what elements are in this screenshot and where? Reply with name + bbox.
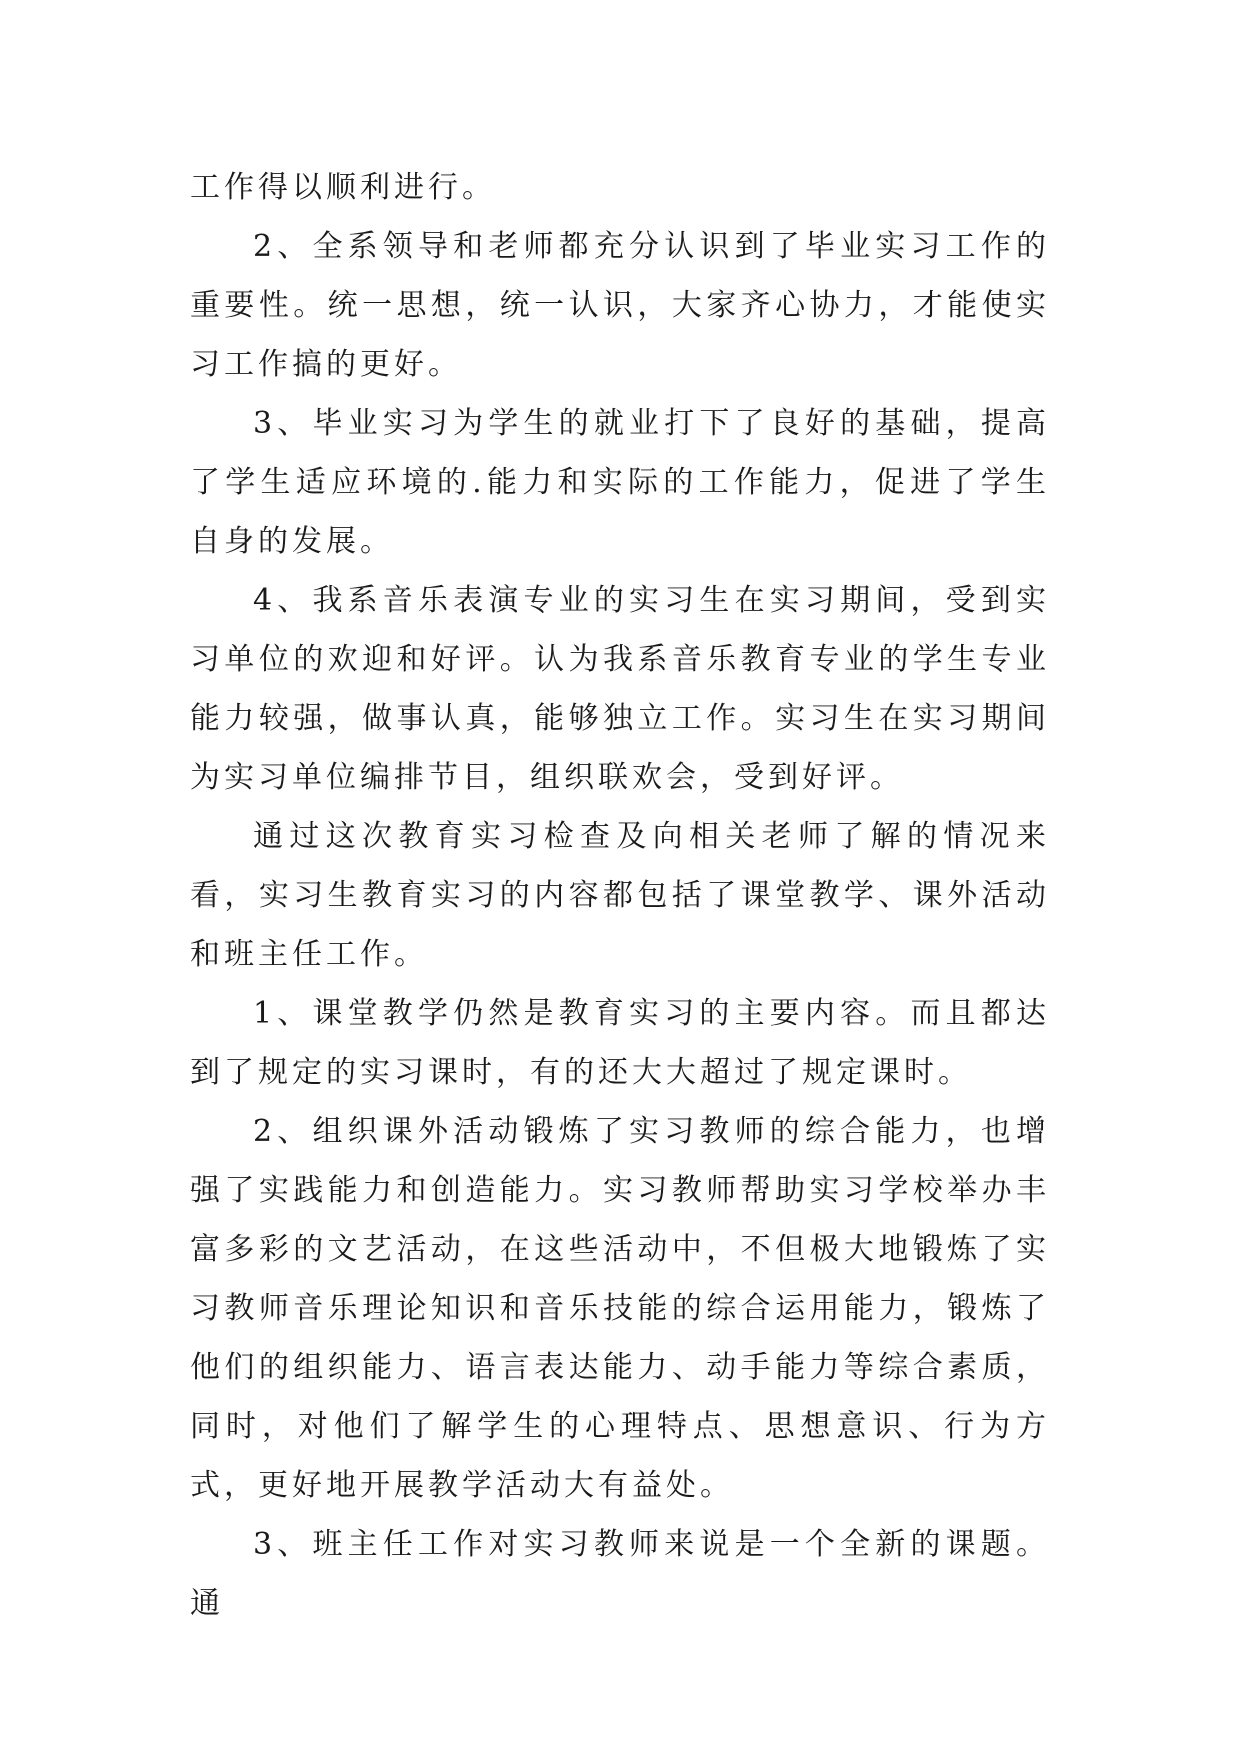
paragraph: 3、毕业实习为学生的就业打下了良好的基础，提高了学生适应环境的.能力和实际的工作能力，促进了学生自身的发展。 <box>190 406 1050 559</box>
paragraph: 通过这次教育实习检查及向相关老师了解的情况来看，实习生教育实习的内容都包括了课堂教学、课外活动和班主任工作。 <box>190 819 1050 972</box>
paragraph: 2、全系领导和老师都充分认识到了毕业实习工作的重要性。统一思想，统一认识，大家齐心协力，才能使实习工作搞的更好。 <box>190 229 1050 382</box>
document-body <box>190 158 1050 1633</box>
paragraph: 2、组织课外活动锻炼了实习教师的综合能力，也增强了实践能力和创造能力。实习教师帮助实习学校举办丰富多彩的文艺活动，在这些活动中，不但极大地锻炼了实习教师音乐理论知识和音乐技能的综合运用能力，锻炼了他们的组织能力、语言表达能力、动手能力等综合素质，同时，对他们了解学生的心理特点、思想意识、行为方式，更好地开展教学活动大有益处。 <box>190 1114 1050 1503</box>
paragraph: 工作得以顺利进行。 <box>190 170 496 205</box>
paragraph: 4、我系音乐表演专业的实习生在实习期间，受到实习单位的欢迎和好评。认为我系音乐教育专业的学生专业能力较强，做事认真，能够独立工作。实习生在实习期间为实习单位编排节目，组织联欢会，受到好评。 <box>190 583 1050 795</box>
paragraph: 3、班主任工作对实习教师来说是一个全新的课题。通 <box>190 1527 1050 1621</box>
paragraph: 1、课堂教学仍然是教育实习的主要内容。而且都达到了规定的实习课时，有的还大大超过了规定课时。 <box>190 996 1050 1090</box>
